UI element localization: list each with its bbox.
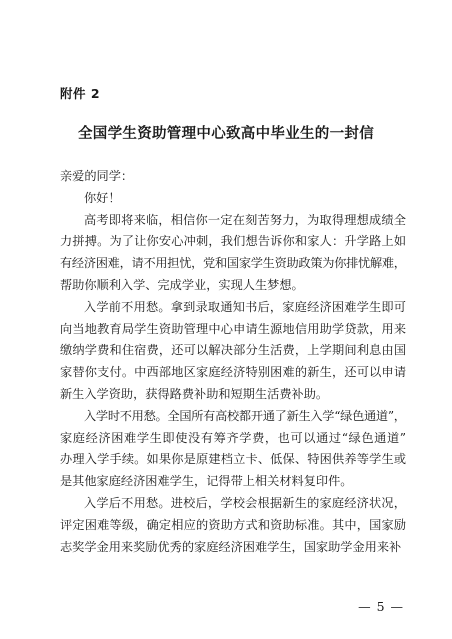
body-line: 帮助你顺利入学、完成学业，实现人生梦想。 (60, 277, 304, 292)
body-line: 入学时不用愁。全国所有高校都开通了新生入学“绿色通道”， (84, 408, 406, 423)
body-line: 是其他家庭经济困难学生，记得带上相关材料复印件。 (60, 474, 353, 489)
body-line: 缴纳学费和住宿费，还可以解决部分生活费，上学期间利息由国 (60, 343, 407, 358)
body-line: 有经济困难，请不用担忧，党和国家学生资助政策为你排忧解难， (60, 256, 406, 271)
salutation: 亲爱的同学： (60, 169, 134, 183)
page-number: — 5 — (358, 599, 404, 614)
letter-title: 全国学生资助管理中心致高中毕业生的一封信 (78, 125, 374, 142)
body-line: 新生入学资助，获得路费补助和短期生活费补助。 (60, 386, 329, 401)
body-line: 评定困难等级，确定相应的资助方式和资助标准。其中，国家励 (60, 517, 407, 532)
letter-body (60, 166, 406, 558)
body-line: 入学前不用愁。拿到录取通知书后，家庭经济困难学生即可 (84, 299, 407, 314)
body-line: 高考即将来临，相信你一定在刻苦努力，为取得理想成绩全 (84, 212, 407, 227)
body-line: 办理入学手续。如果你是原建档立卡、低保、特困供养等学生或 (60, 452, 407, 467)
body-line: 志奖学金用来奖励优秀的家庭经济困难学生，国家助学金用来补 (60, 539, 402, 554)
body-line: 向当地教育局学生资助管理中心申请生源地信用助学贷款，用来 (60, 321, 407, 336)
body-lines (60, 210, 406, 559)
attachment-label: 附件 2 (60, 86, 101, 101)
body-line: 入学后不用愁。进校后，学校会根据新生的家庭经济状况， (84, 495, 407, 510)
body-line: 家替你支付。中西部地区家庭经济特别困难的新生，还可以申请 (60, 365, 407, 380)
greeting: 你好！ (84, 190, 121, 205)
body-line: 家庭经济困难学生即使没有筹齐学费，也可以通过“绿色通道” (60, 430, 407, 445)
body-line: 力拼搏。为了让你安心冲刺，我们想告诉你和家人：升学路上如 (60, 234, 407, 249)
